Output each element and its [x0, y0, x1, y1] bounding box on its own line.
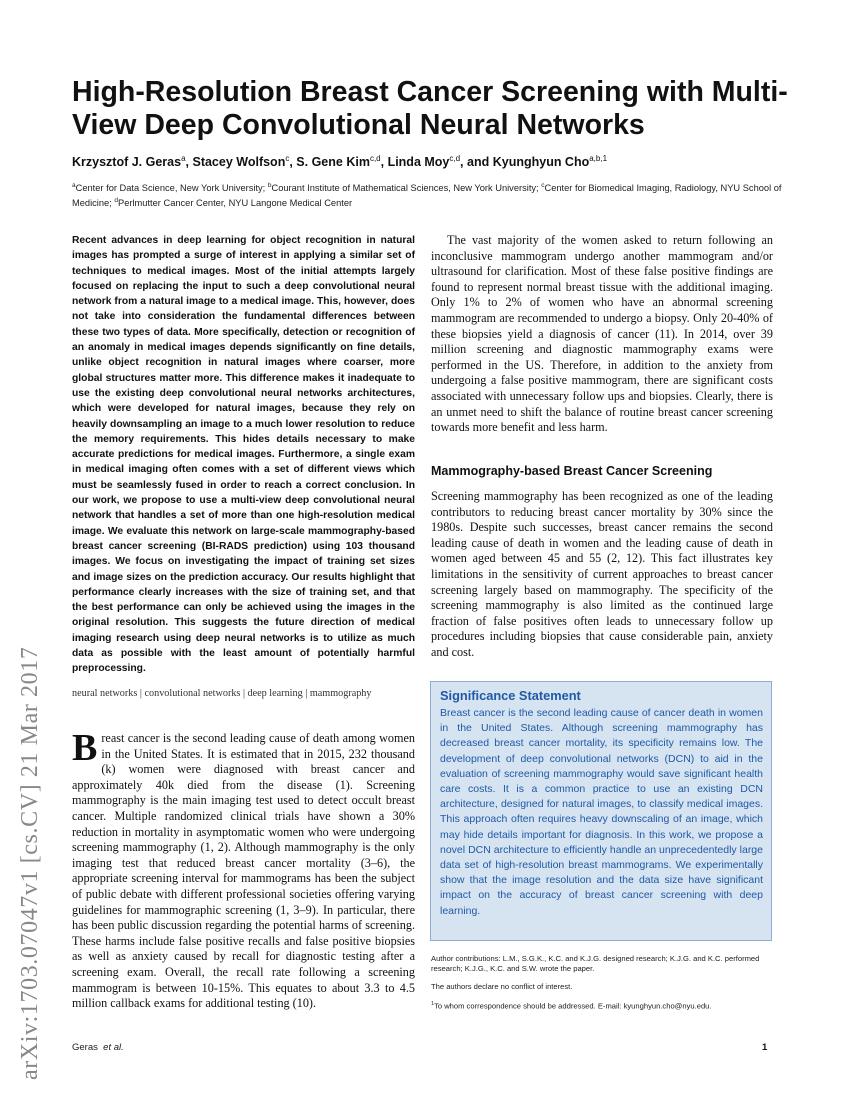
keywords: neural networks | convolutional networks | deep learning | mammography	[72, 688, 372, 699]
running-footer: Geras et al.	[72, 1042, 124, 1053]
author-name: S. Gene Kim	[296, 155, 370, 170]
author-list: Krzysztof J. Geras$^a$, Stacey Wolfson$^c$, S. Gene Kim$^{c,d}$, Linda Moy$^{c,d}$, and Kyunghyun Cho$^{a,b,1}$	[72, 154, 608, 170]
significance-statement-box	[430, 681, 772, 941]
significance-title: Significance Statement	[440, 688, 581, 703]
author-name: Linda Moy	[387, 155, 450, 170]
author-notes	[431, 954, 773, 1019]
body-paragraph-2: Screening mammography has been recognized as one of the leading contributors to reducing breast cancer mortality by 30% since the 1980s. Despite such successes, breast cancer remains the second leading cause of death in women and the leading cause of death in women aged between 45 and 55 (2, 12). This fact illustrates key limitations in the sensitivity of current approaches to breast cancer screening largely based on mammography. The specificity of the screening mammography is also limited as the continued large fraction of false positives often leads to unnecessary follow up procedures including biopsies that cause considerable pain, anxiety and cost.	[431, 489, 773, 659]
author-name: Krzysztof J. Geras	[72, 155, 182, 170]
conflict-statement: The authors declare no conflict of interest.	[431, 981, 573, 991]
abstract: Recent advances in deep learning for object recognition in natural images has prompted a surge of interest in applying a similar set of techniques to medical images. Most of the initial attempts largely focused on replacing the input to such a deep convolutional neural network from a natural image to a medical image. This, however, does not take into consideration the fundamental differences between these two types of data. More specifically, detection or recognition of an anomaly in medical images depends significantly on fine details, unlike object recognition in natural images where coarser, more global structures matter more. This difference makes it inadequate to use the existing deep convolutional neural networks architectures, which were developed for natural images, because they rely on heavily downsampling an image to a much lower resolution to reduce the memory requirements. This hides details necessary to make accurate predictions for medical images. Furthermore, a single exam in medical imaging often comes with a set of different views which must be seamlessly fused in order to reach a correct conclusion. In our work, we propose to use a multi-view deep convolutional neural network that handles a set of more than one high-resolution medical image. We evaluate this network on large-scale mammography-based breast cancer screening (BI-RADS prediction) using 103 thousand images. We focus on investigating the impact of training set sizes and image sizes on the prediction accuracy. Our results highlight that performance clearly increases with the size of training set, and that the best performance can only be achieved using the images in the original resolution. This suggests the future direction of medical imaging research using deep neural networks is to utilize as much data as possible with the least amount of potentially harmful preprocessing.	[72, 235, 415, 675]
author-name: Stacey Wolfson	[192, 155, 286, 170]
author-contributions: Author contributions: L.M., S.G.K., K.C. and K.J.G. designed research; K.J.G. and K.C. performed research; K.J.G., K.C. and S.W. wrote the paper.	[431, 954, 760, 974]
drop-cap: B	[72, 727, 98, 769]
correspondence-note: $^1$To whom correspondence should be addressed. E-mail: kyunghyun.cho@nyu.edu.	[431, 1001, 712, 1011]
intro-paragraph: Breast cancer is the second leading cause of death among women in the United States. It is estimated that in 2015, 232 thousand (k) women were diagnosed with breast cancer and approximately 40k died from the disease (1). Screening mammography is the main imaging test used to detect occult breast cancer. Multiple randomized clinical trials have shown a 30% reduction in mortality in asymptomatic women who were undergoing screening mammography (1, 2). Although mammography is the only imaging test that reduced breast cancer mortality (3–6), the appropriate screening interval for mammograms has been the subject of public debate with different professional societies offering varying guidelines for mammographic screening (1, 3–9). In particular, there has been public discussion regarding the potential harms of screening. These harms include false positive recalls and false positive biopsies as well as anxiety caused by recall for diagnostic testing after a screening exam. Overall, the recall rate following a screening mammogram is between 10-15%. This equates to about 3.3 to 4.5 million callback exams for additional testing (10).	[72, 727, 415, 1011]
affiliations: $^a$Center for Data Science, New York University; $^b$Courant Institute of Mathematical Sciences, New York University; $^c$Center for Biomedical Imaging, Radiology, NYU School of Medicine; $^d$Perlmutter Cancer Center, NYU Langone Medical Center	[72, 182, 782, 208]
section-heading: Mammography-based Breast Cancer Screening	[431, 464, 713, 478]
paper-title: High-Resolution Breast Cancer Screening with Multi-View Deep Convolutional Neural Networks	[72, 76, 788, 141]
body-paragraph-1: The vast majority of the women asked to return following an inconclusive mammogram undergo another mammogram and/or ultrasound for clarification. Most of these false positive findings are found to represent normal breast tissue with the additional imaging. Only 1% to 2% of women who have an abnormal screening mammogram are recommended to undergo a biopsy. Only 20-40% of these biopsies yield a diagnosis of cancer (11). In 2014, over 39 million screening and diagnostic mammography exams were performed in the US. Therefore, in addition to the anxiety from undergoing a false positive mammogram, there are significant costs associated with unnecessary follow ups and biopsies. Clearly, there is an unmet need to shift the balance of routine breast cancer screening towards more benefit and less harm.	[431, 233, 773, 435]
arxiv-watermark: arXiv:1703.07047v1 [cs.CV] 21 Mar 2017	[17, 646, 43, 1080]
page-number: 1	[762, 1042, 768, 1053]
significance-text: Breast cancer is the second leading cause of cancer death in women in the United States. Although screening mammography has decreased breast cancer mortality, its specificity remains low. The development of deep convolutional networks (DCN) to aid in the evaluation of screening mammography would save significant health care costs. It is a common practice to use an existing DCN architecture, designed for natural images, to classify medical images. This approach often requires heavy downscaling of an image, which may hide details important for diagnosis. In this work, we propose a novel DCN architecture to efficiently handle an unprecedentedly large data set of high-resolution breast mammograms. We experimentally show that the image resolution and the data size have significant impact on the accuracy of breast cancer screening with deep learning.	[440, 707, 763, 917]
author-name: Kyunghyun Cho	[492, 155, 590, 170]
